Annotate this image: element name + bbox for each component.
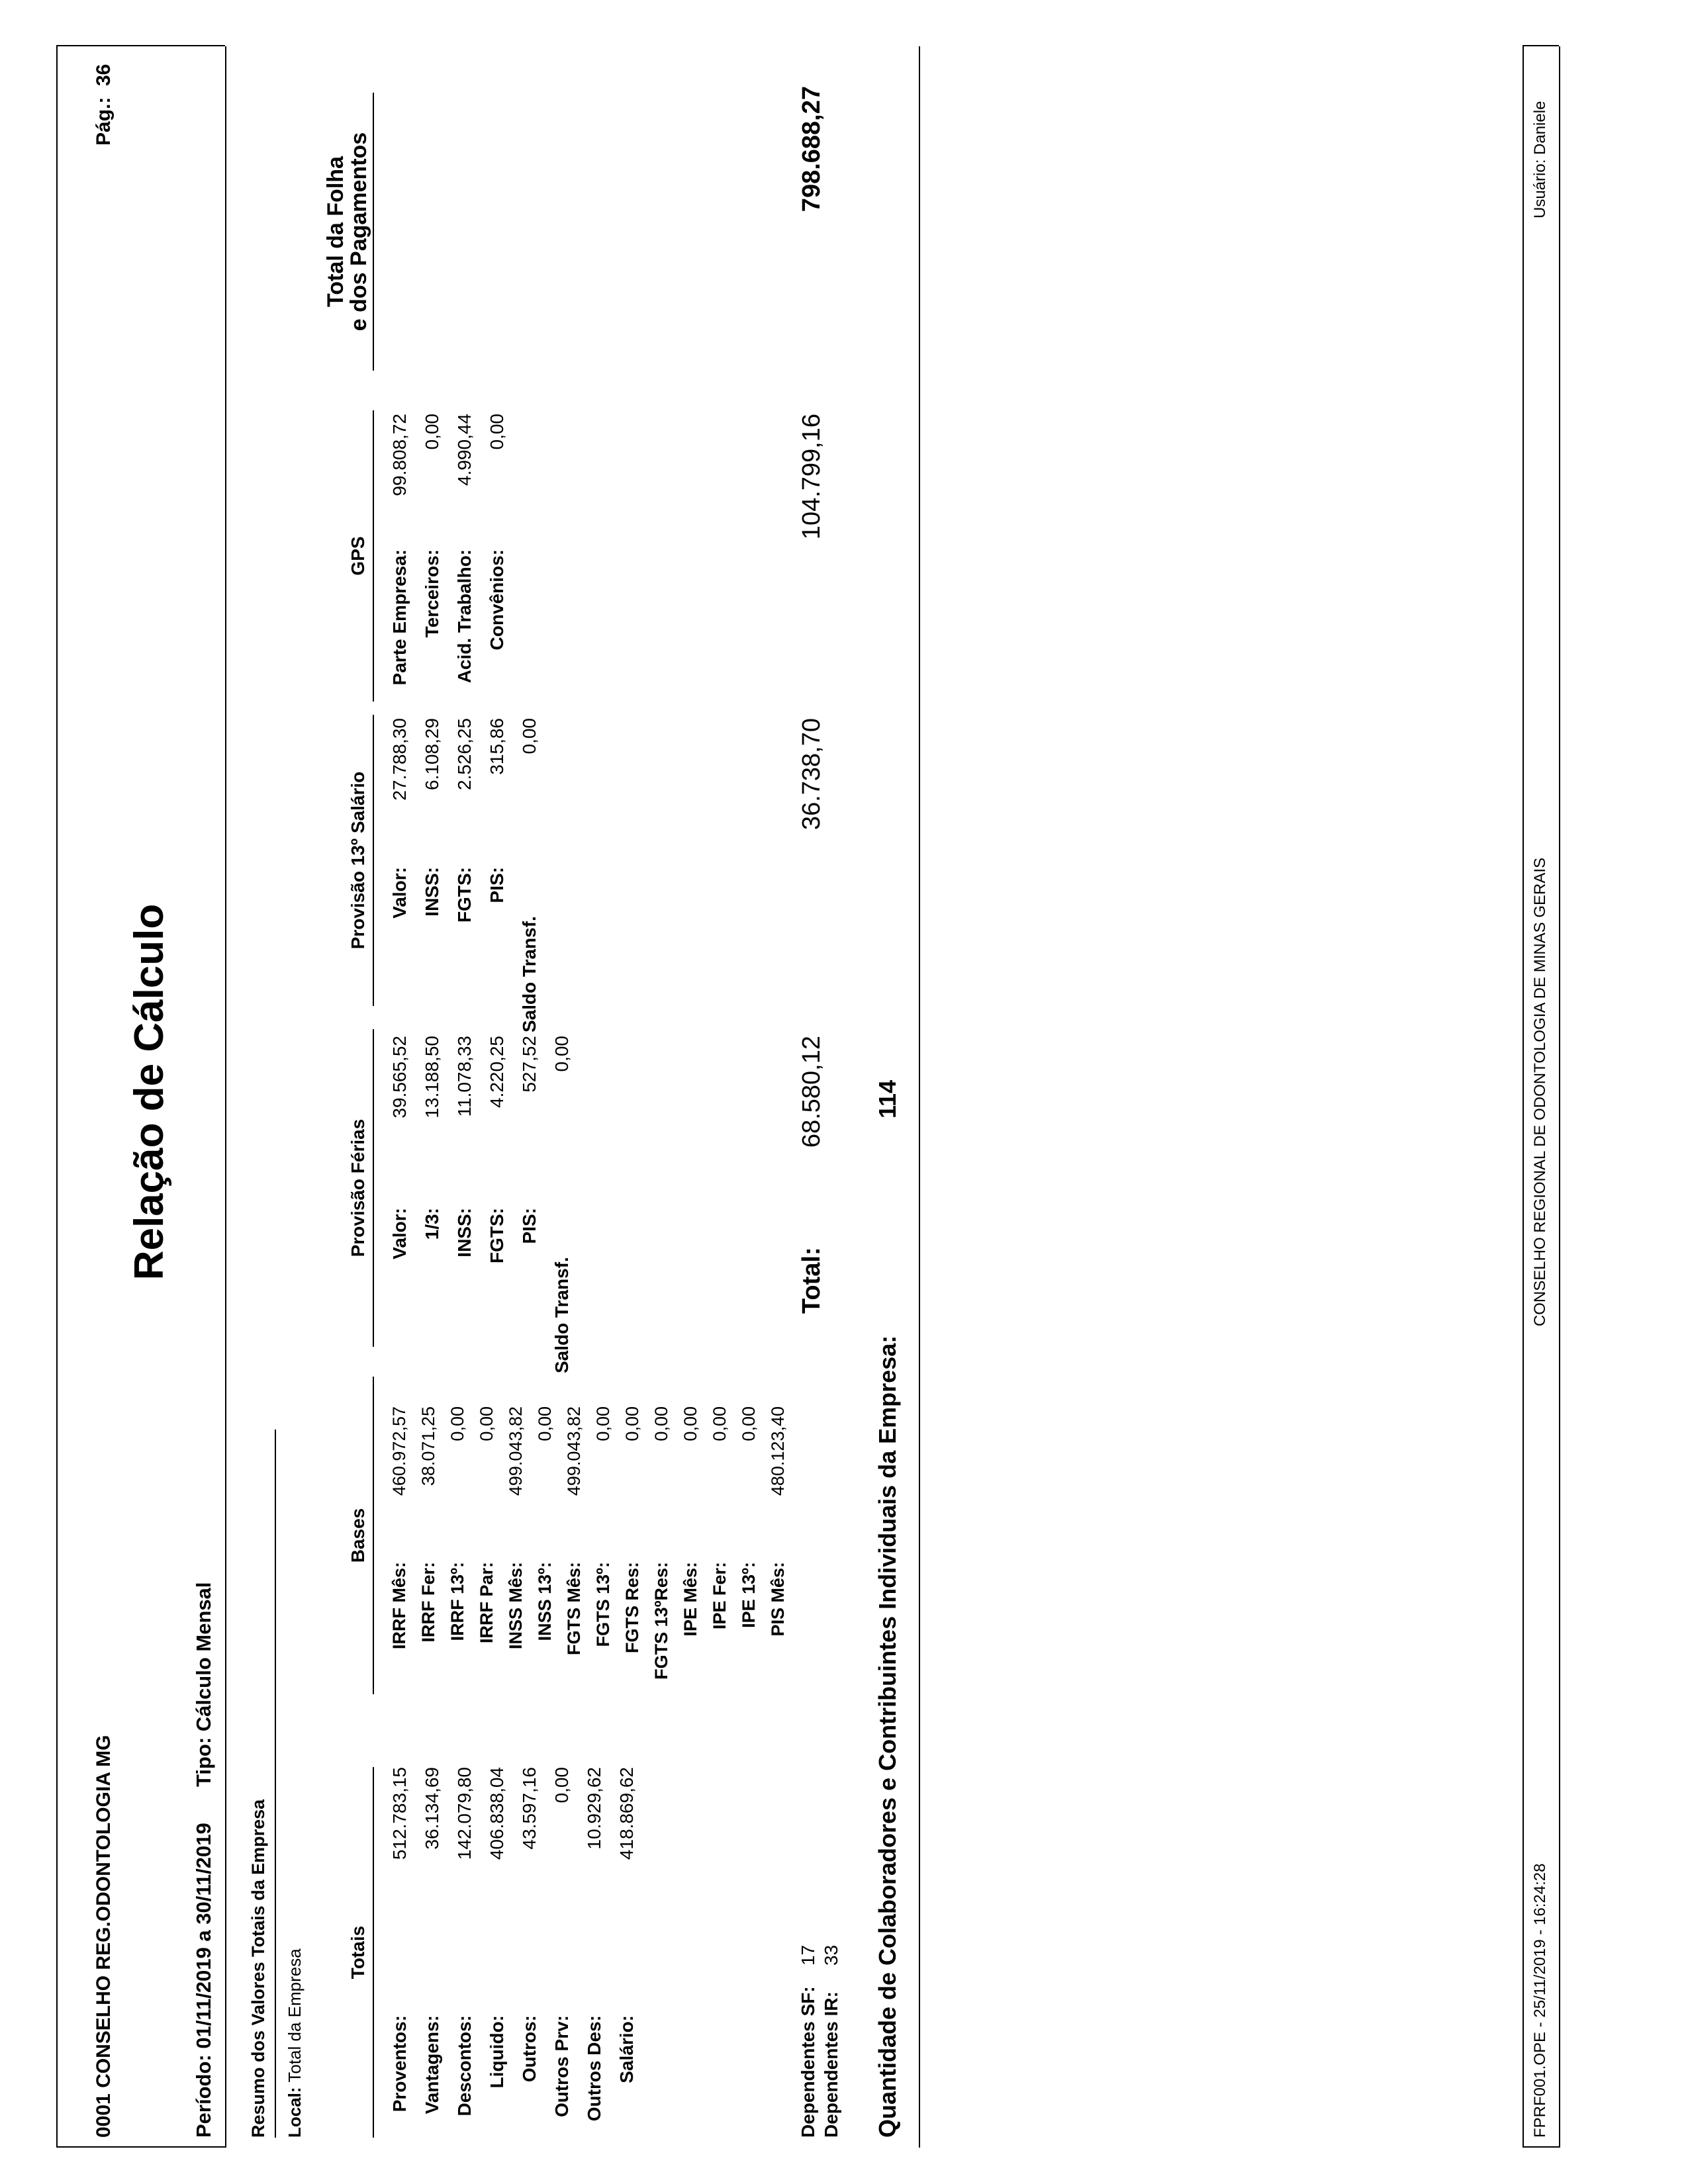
- report-title: Relação de Cálculo: [126, 903, 172, 1281]
- bases-row-label: FGTS 13ºRes:: [651, 1562, 671, 1680]
- ferias-row-label: PIS:: [519, 1208, 539, 1244]
- totais-row-label: Salário:: [616, 2015, 637, 2083]
- bases-row-label: INSS 13º:: [535, 1562, 555, 1641]
- type-text: Tipo: Cálculo Mensal: [192, 1582, 215, 1787]
- local-line: [285, 1948, 305, 2138]
- totais-row-label: Proventos:: [389, 2015, 410, 2113]
- bases-row-value: 0,00: [680, 1406, 700, 1441]
- ferias-row-value: 527,52: [519, 1036, 539, 1093]
- bases-row-label: PIS Mês:: [768, 1562, 788, 1637]
- bases-row-value: 0,00: [651, 1406, 671, 1441]
- decimo-row-label: Saldo Transf.: [519, 916, 539, 1032]
- gps-row-label: Acid. Trabalho:: [454, 549, 475, 684]
- total-folha-header-1: Total da Folha: [323, 156, 348, 307]
- bases-row-label: IRRF Fer:: [418, 1562, 438, 1643]
- bases-row-value: 38.071,25: [418, 1406, 438, 1486]
- bases-row-value: 0,00: [593, 1406, 613, 1441]
- bases-row-label: FGTS Mês:: [564, 1562, 584, 1656]
- ferias-row-label: Saldo Transf.: [551, 1257, 572, 1373]
- gps-row-value: 0,00: [422, 414, 442, 450]
- decimo-row-label: Valor:: [389, 867, 410, 919]
- totais-row-value: 0,00: [551, 1767, 572, 1803]
- ferias-row-label: INSS:: [454, 1208, 475, 1257]
- total-folha-header-2: e dos Pagamentos: [346, 132, 371, 332]
- dependentes-row-value: 17: [798, 1944, 818, 1966]
- total-label: Total:: [798, 1247, 825, 1314]
- bases-row-label: INSS Mês:: [506, 1562, 526, 1650]
- totais-row-value: 512.783,15: [389, 1767, 410, 1860]
- ferias-row-value: 0,00: [551, 1036, 572, 1072]
- totais-row-value: 10.929,62: [584, 1767, 604, 1850]
- bases-row-value: 0,00: [535, 1406, 555, 1441]
- bases-header: Bases: [348, 1508, 368, 1563]
- ferias-row-value: 11.078,33: [454, 1036, 475, 1117]
- totais-row-label: Outros Des:: [584, 2015, 604, 2122]
- ferias-header: Provisão Férias: [348, 1118, 368, 1257]
- ferias-row-value: 13.188,50: [422, 1036, 442, 1118]
- bases-row-value: 0,00: [739, 1406, 759, 1441]
- dependentes-row-label: Dependentes SF:: [798, 1986, 818, 2138]
- totais-row-label: Liquido:: [487, 2015, 507, 2089]
- decimo-row-label: FGTS:: [454, 867, 475, 923]
- gps-row-label: Terceiros:: [422, 549, 442, 638]
- decimo-header: Provisão 13º Salário: [348, 771, 368, 950]
- totais-row-value: 36.134,69: [422, 1767, 442, 1850]
- decimo-row-value: 6.108,29: [422, 718, 442, 790]
- decimo-row-value: 2.526,25: [454, 718, 475, 790]
- bases-row-value: 460.972,57: [389, 1406, 409, 1496]
- gps-row-value: 4.990,44: [454, 414, 475, 486]
- bases-row-value: 480.123,40: [768, 1406, 788, 1496]
- bases-row-value: 0,00: [447, 1406, 467, 1441]
- ferias-total: 68.580,12: [798, 1036, 825, 1148]
- bases-row-value: 499.043,82: [564, 1406, 584, 1496]
- total-folha-value: 798.688,27: [798, 86, 825, 212]
- bases-row-label: IRRF 13º:: [447, 1562, 467, 1641]
- bases-row-value: 0,00: [710, 1406, 729, 1441]
- ferias-row-label: Valor:: [389, 1208, 410, 1259]
- summary-heading: Resumo dos Valores Totais da Empresa: [248, 1799, 268, 2138]
- bases-row-label: IPE 13º:: [739, 1562, 759, 1628]
- totais-row-label: Vantagens:: [422, 2015, 442, 2115]
- totais-row-label: Outros Prv:: [551, 2015, 572, 2118]
- ferias-row-label: FGTS:: [487, 1208, 507, 1263]
- totais-row-value: 43.597,16: [519, 1767, 539, 1850]
- footer-center: CONSELHO REGIONAL DE ODONTOLOGIA DE MINAS GERAIS: [1531, 857, 1549, 1327]
- page-number: 36: [93, 64, 115, 86]
- totais-row-label: Descontos:: [454, 2015, 475, 2116]
- decimo-row-value: 315,86: [487, 718, 507, 775]
- totais-row-value: 418.869,62: [616, 1767, 637, 1860]
- ferias-row-label: 1/3:: [422, 1208, 442, 1240]
- gps-row-value: 0,00: [487, 414, 507, 450]
- gps-row-label: Convênios:: [487, 549, 507, 651]
- dependentes-row-value: 33: [821, 1944, 841, 1966]
- footer-left: FPRF001.OPE - 25/11/2019 - 16:24:28: [1531, 1863, 1549, 2138]
- totais-row-label: Outros:: [519, 2015, 539, 2083]
- decimo-row-value: 27.788,30: [389, 718, 410, 801]
- quantidade-label: Quantidade de Colaboradores e Contribuintes Individuais da Empresa:: [874, 1335, 901, 2138]
- decimo-total: 36.738,70: [798, 718, 825, 831]
- totais-row-value: 406.838,04: [487, 1767, 507, 1860]
- totais-header: Totais: [348, 1925, 368, 1979]
- ferias-row-value: 39.565,52: [389, 1036, 410, 1118]
- bases-row-label: FGTS 13º:: [593, 1562, 613, 1647]
- bases-row-label: IPE Fer:: [710, 1562, 729, 1630]
- company-name: 0001 CONSELHO REG.ODONTOLOGIA MG: [93, 1735, 115, 2138]
- gps-row-value: 99.808,72: [389, 414, 410, 496]
- ferias-row-value: 4.220,25: [487, 1036, 507, 1108]
- gps-row-label: Parte Empresa:: [389, 549, 410, 686]
- gps-total: 104.799,16: [798, 414, 825, 540]
- decimo-row-label: PIS:: [487, 867, 507, 903]
- gps-header: GPS: [348, 536, 368, 576]
- bases-row-value: 0,00: [622, 1406, 642, 1441]
- bases-row-label: FGTS Res:: [622, 1562, 642, 1654]
- quantidade-value: 114: [874, 1079, 901, 1118]
- totais-row-value: 142.079,80: [454, 1767, 475, 1860]
- bases-row-value: 0,00: [477, 1406, 496, 1441]
- bases-row-label: IRRF Par:: [477, 1562, 496, 1644]
- decimo-row-label: INSS:: [422, 867, 442, 917]
- footer-right: Usuário: Daniele: [1531, 101, 1549, 218]
- local-label: Local:: [285, 2087, 305, 2138]
- bases-row-value: 499.043,82: [506, 1406, 526, 1496]
- local-value: Total da Empresa: [285, 1948, 305, 2083]
- dependentes-row-label: Dependentes IR:: [821, 1991, 841, 2138]
- bases-row-label: IPE Mês:: [680, 1562, 700, 1637]
- decimo-row-value: 0,00: [519, 718, 539, 754]
- period-text: Período: 01/11/2019 a 30/11/2019: [192, 1823, 215, 2138]
- page-label: Pág.:: [93, 97, 115, 146]
- bases-row-label: IRRF Mês:: [389, 1562, 409, 1650]
